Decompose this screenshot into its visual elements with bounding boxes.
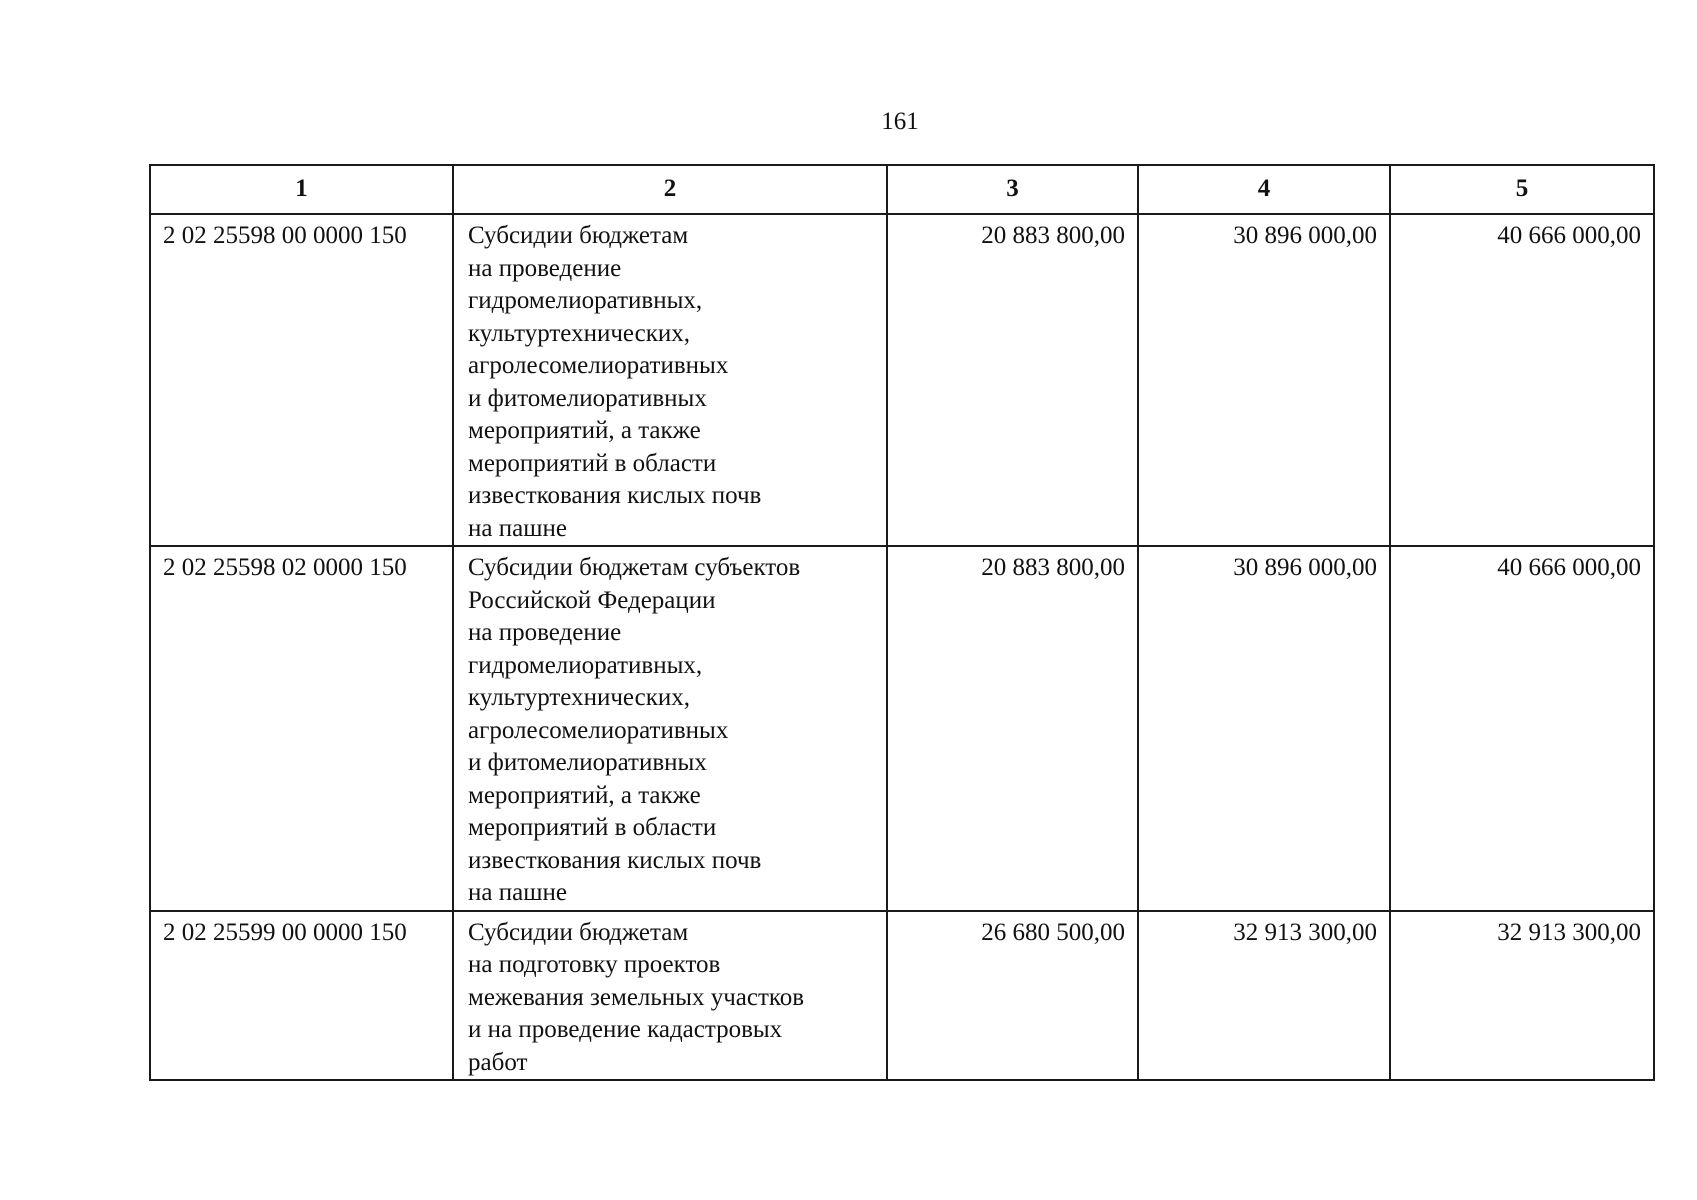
budget-code-cell: 2 02 25599 00 0000 150 (150, 911, 453, 1081)
amount-col5-cell: 40 666 000,00 (1390, 546, 1654, 911)
page-number: 161 (881, 108, 919, 135)
column-header-2: 2 (453, 165, 887, 214)
amount-col3-cell: 20 883 800,00 (887, 546, 1138, 911)
budget-table (149, 164, 1655, 1081)
amount-col3-cell: 20 883 800,00 (887, 214, 1138, 546)
amount-col4-cell: 30 896 000,00 (1138, 546, 1390, 911)
budget-code-cell: 2 02 25598 02 0000 150 (150, 546, 453, 911)
table-row (150, 546, 1654, 911)
description-cell: Субсидии бюджетам на подготовку проектов межевания земельных участков и на проведение кадастровых работ (453, 911, 887, 1081)
table-header-row (150, 165, 1654, 214)
description-cell: Субсидии бюджетам субъектов Российской Федерации на проведение гидромелиоративных, культуртехнических, агролесомелиоративных и фитомелиоративных мероприятий, а также мероприятий в области известкования кислых почв на пашне (453, 546, 887, 911)
table-row (150, 214, 1654, 546)
budget-code-cell: 2 02 25598 00 0000 150 (150, 214, 453, 546)
description-cell: Субсидии бюджетам на проведение гидромелиоративных, культуртехнических, агролесомелиоративных и фитомелиоративных мероприятий, а также мероприятий в области известкования кислых почв на пашне (453, 214, 887, 546)
amount-col4-cell: 30 896 000,00 (1138, 214, 1390, 546)
amount-col4-cell: 32 913 300,00 (1138, 911, 1390, 1081)
amount-col5-cell: 40 666 000,00 (1390, 214, 1654, 546)
amount-col5-cell: 32 913 300,00 (1390, 911, 1654, 1081)
amount-col3-cell: 26 680 500,00 (887, 911, 1138, 1081)
column-header-5: 5 (1390, 165, 1654, 214)
column-header-3: 3 (887, 165, 1138, 214)
column-header-1: 1 (150, 165, 453, 214)
column-header-4: 4 (1138, 165, 1390, 214)
table-row (150, 911, 1654, 1081)
